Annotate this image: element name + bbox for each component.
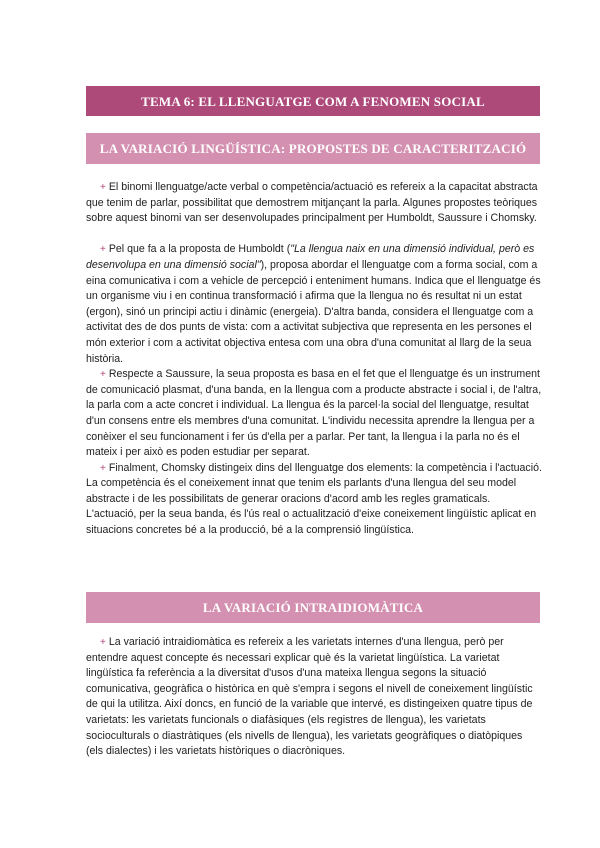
paragraph: + El binomi llenguatge/acte verbal o competència/actuació es refereix a la capacitat abstracta que tenim de parlar, possibilitat que demostrem mitjançant la parla. Algunes propostes teòriques sobre aquest binomi van ser desenvolupades principalment per Humboldt, Saussure i Chomsky. — [86, 181, 538, 225]
document-title-banner — [86, 86, 540, 116]
bullet-icon: + — [100, 369, 106, 381]
quote: "La llengua naix en una dimensió individual, però es desenvolupa en una dimensió social" — [86, 243, 535, 271]
section-heading-banner — [86, 592, 540, 623]
paragraph: + Pel que fa a la proposta de Humboldt ("La llengua naix en una dimensió individual, però es desenvolupa en una dimensió social"), proposa abordar el llenguatge com a forma social, com a eina comunicativa i com a vehicle de percepció i enteniment humans. Indica que el llenguatge és un organisme viu i en continua transformació i afirma que la llengua no és resultat ni un estat (ergon), sinó un principi actiu i dinàmic (energeia). D'altra banda, considera el llenguatge com a activitat des de dos punts de vista: com a activitat subjectiva que representa en les persones el món exterior i com a activitat objectiva entesa com una obra d'una comunitat al llarg de la seua història. — [86, 243, 541, 365]
section-heading: LA VARIACIÓ INTRAIDIOMÀTICA — [202, 600, 424, 615]
paragraph: + Respecte a Saussure, la seua proposta es basa en el fet que el llenguatge és un instrument de comunicació plasmat, d'una banda, en la llengua com a producte abstracte i social i, de l'altra, la parla com a acte concret i individual. La llengua és la parcel·la social del llenguatge, resultat d'un consens entre els membres d'una comunitat. L'individu necessita aprendre la llengua per a conèixer el seu funcionament i fer ús d'ella per a parlar. Per tant, la llengua i la parla no és el mateix i per això es poden estudiar per separat. — [86, 368, 542, 459]
section-heading-banner — [86, 133, 540, 164]
paragraph: + La variació intraidiomàtica es refereix a les varietats internes d'una llengua, però per entendre aquest concepte és necessari explicar què és la varietat lingüística. La varietat lingüística fa referència a la diversitat d'usos d'una mateixa llengua segons la situació comunicativa, geogràfica o històrica en què s'empra i segons el nivell de coneixement lingüístic de qui la utilitza. Així doncs, en funció de la variable que intervé, es distingeixen quatre tipus de varietats: les varietats funcionals o diafàsiques (els registres de llengua), les varietats socioculturals o diastràtiques (els nivells de llengua), les varietats geogràfiques o diatòpiques (els dialectes) i les varietats històriques o diacròniques. — [86, 636, 533, 758]
bullet-icon: + — [100, 462, 106, 474]
section-body — [86, 635, 542, 760]
bullet-icon: + — [100, 637, 106, 648]
bullet-icon: + — [100, 182, 106, 193]
document-title: TEMA 6: EL LLENGUATGE COM A FENOMEN SOCIAL — [141, 94, 485, 109]
paragraph: + Finalment, Chomsky distingeix dins del llenguatge dos elements: la competència i l'actuació. La competència és el coneixement innat que tenim els parlants d'una llengua del seu model abstracte i de les possibilitats de generar oracions d'acord amb les regles gramaticals. L'actuació, per la seua banda, és l'ús real o actualització d'eixe coneixement lingüístic aplicat en situacions concretes bé a la producció, bé a la comprensió lingüística. — [86, 461, 542, 537]
bullet-icon: + — [100, 244, 106, 256]
section-heading: LA VARIACIÓ LINGÜÍSTICA: PROPOSTES DE CARACTERITZACIÓ — [99, 141, 527, 156]
section-body — [86, 180, 542, 539]
